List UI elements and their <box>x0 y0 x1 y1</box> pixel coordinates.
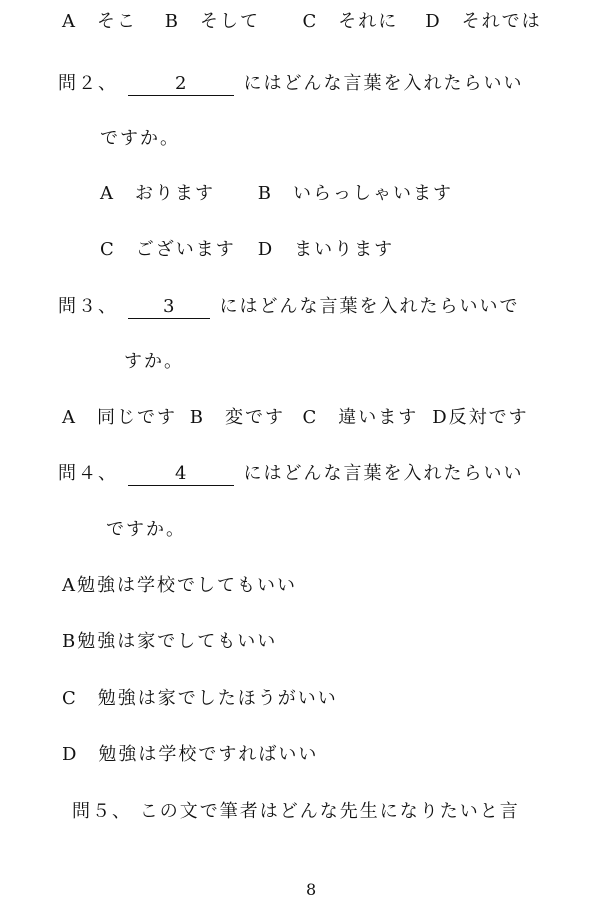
q3-blank: 3 <box>128 296 210 319</box>
q2-text: にはどんな言葉を入れたらいい <box>243 73 524 94</box>
q5-label: 問５、 <box>72 801 132 822</box>
q4-option-c: C 勉強は家でしたほうがいい <box>62 688 338 709</box>
q2-blank: 2 <box>128 73 234 96</box>
q2-question-continued: ですか。 <box>100 128 180 149</box>
q3-options-row <box>62 406 529 430</box>
q3-option-d: D反対です <box>432 407 529 428</box>
q3-option-b: B 変です <box>189 407 285 428</box>
page-number: 8 <box>306 880 317 899</box>
q2-option-d: D まいります <box>257 239 395 260</box>
q4-option-b: B勉強は家でしてもいい <box>62 631 278 652</box>
q5-text: この文で筆者はどんな先生になりたいと言 <box>139 801 520 822</box>
q3-option-a: A 同じです <box>62 407 177 428</box>
q2-option-c: C ございます <box>100 239 236 260</box>
q1-option-d: D それでは <box>425 11 542 32</box>
q1-option-c: C それに <box>302 11 399 32</box>
q2-options-row-1 <box>100 182 453 206</box>
q4-text: にはどんな言葉を入れたらいい <box>243 463 524 484</box>
q2-option-b: B いらっしゃいます <box>257 183 453 204</box>
q4-blank: 4 <box>128 463 234 486</box>
q2-option-a: A おります <box>100 183 215 204</box>
q3-text: にはどんな言葉を入れたらいいで <box>219 296 520 317</box>
q4-question <box>58 462 523 486</box>
q5-question <box>72 800 520 824</box>
q1-option-a: A そこ <box>62 11 137 32</box>
q4-label: 問４、 <box>58 463 118 484</box>
q2-label: 問２、 <box>58 73 118 94</box>
q4-question-continued: ですか。 <box>106 519 186 540</box>
q3-question <box>58 295 519 319</box>
q3-label: 問３、 <box>58 296 118 317</box>
q1-options-row <box>62 10 542 34</box>
q3-option-c: C 違います <box>302 407 419 428</box>
q2-question <box>58 72 523 96</box>
q2-options-row-2 <box>100 238 394 262</box>
q1-option-b: B そして <box>164 11 260 32</box>
q3-question-continued: すか。 <box>124 351 184 372</box>
q4-option-d: D 勉強は学校ですればいい <box>62 744 319 765</box>
q4-option-a: A勉強は学校でしてもいい <box>62 575 297 596</box>
